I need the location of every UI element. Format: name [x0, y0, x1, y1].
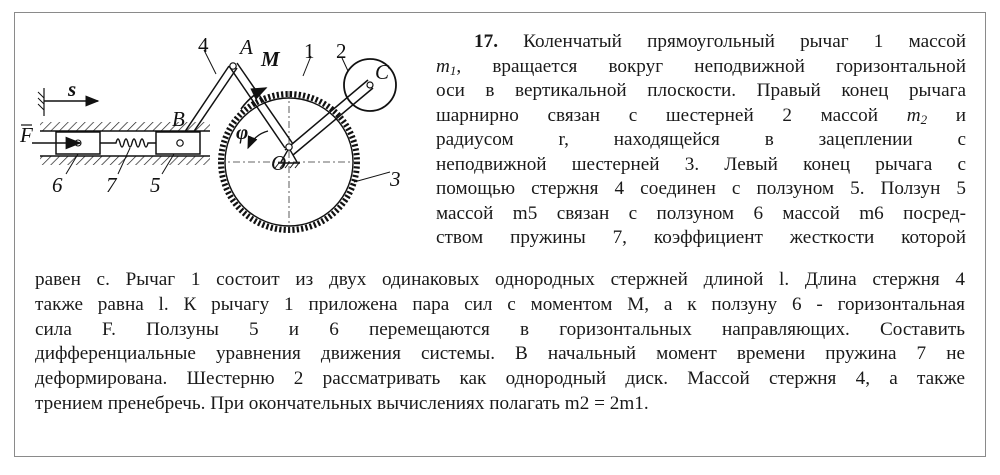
problem-text-top	[436, 30, 966, 251]
text-line: деформирована. Шестерню 2 рассматривать как однородный диск. Массой стержня 4, а также	[35, 368, 965, 390]
text-line: сила F. Ползуны 5 и 6 перемещаются в горизонтальных направляющих. Составить	[35, 318, 965, 340]
text-line: также равна l. К рычагу 1 приложена пара сил с моментом M, а к ползуну 6 - горизонтальная	[35, 293, 965, 315]
text-line: помощью стержня 4 соединен с ползуном 5. Ползун 5	[436, 178, 966, 199]
spring-7	[100, 139, 156, 147]
label-b: B	[172, 107, 185, 131]
text-line: 17. Коленчатый прямоугольный рычаг 1 массой	[474, 31, 966, 52]
mechanism-diagram	[18, 36, 428, 236]
joint-b	[177, 140, 183, 146]
text-line: трением пренебречь. При окончательных вычислениях полагать m2 = 2m1.	[35, 392, 649, 414]
label-7: 7	[106, 173, 117, 197]
label-o: O	[271, 151, 287, 175]
text-line: неподвижной шестерней 3. Левый конец рычага с	[436, 153, 966, 175]
label-phi: φ	[236, 120, 249, 144]
mechanism-figure	[18, 36, 428, 236]
problem-text-bottom	[35, 268, 965, 417]
label-a: A	[240, 36, 253, 59]
label-5: 5	[150, 173, 161, 197]
label-f: F	[20, 123, 33, 147]
text-line: оси в вертикальной плоскости. Правый конец рычага	[436, 80, 966, 101]
text-line: массой m5 связан с ползуном 6 массой m6 посред-	[436, 202, 966, 224]
text-line: равен c. Рычаг 1 состоит из двух одинаковых однородных стержней длиной l. Длина стержня 4	[35, 269, 965, 290]
text-line: дифференциальные уравнения движения системы. В начальный момент времени пружина 7 не	[35, 343, 965, 365]
text-line: шарнирно связан с шестерней 2 массой $m_2$ и	[436, 104, 966, 127]
text-line: ством пружины 7, коэффициент жесткости которой	[436, 227, 966, 248]
label-c: C	[375, 60, 390, 84]
joint-a	[230, 63, 236, 69]
label-3: 3	[390, 167, 401, 191]
problem-number: 17.	[474, 31, 498, 52]
label-6: 6	[52, 173, 63, 197]
text-line: $m_1$, вращается вокруг неподвижной горизонтальной	[436, 55, 966, 78]
label-1: 1	[304, 39, 315, 63]
label-m: M	[261, 47, 280, 71]
label-4: 4	[198, 36, 209, 57]
text-line: радиусом r, находящейся в зацеплении с	[436, 129, 966, 150]
label-2: 2	[336, 39, 347, 63]
label-s: s	[68, 77, 77, 101]
